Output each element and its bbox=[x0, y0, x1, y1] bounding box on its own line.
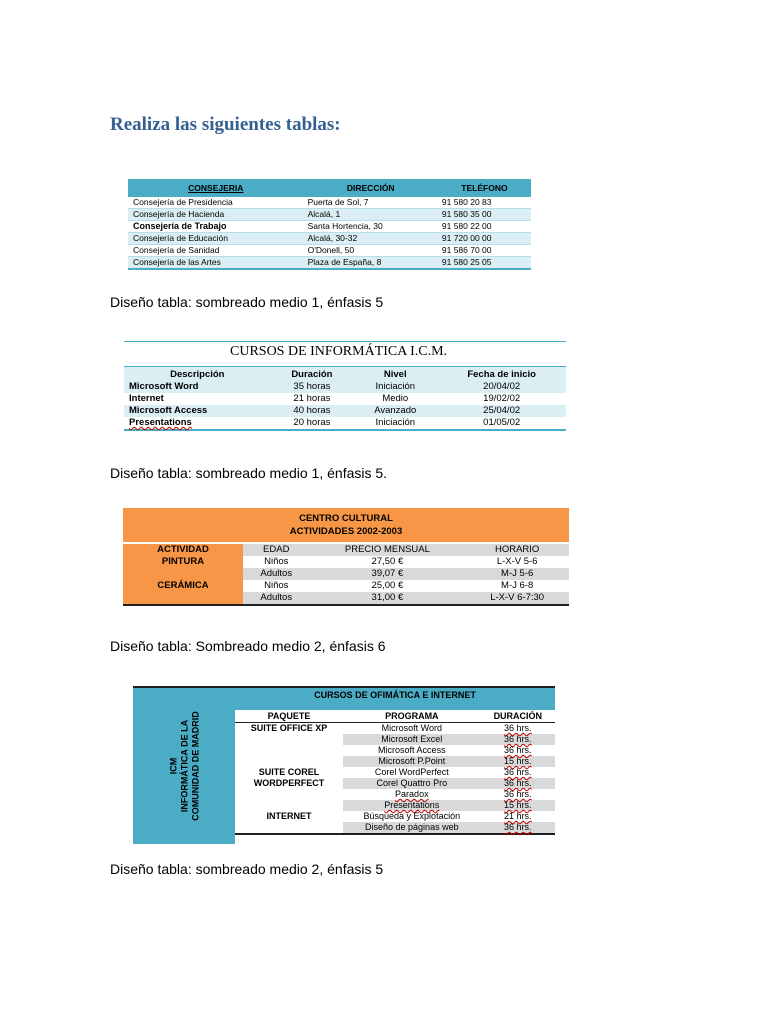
column-header: Descripción bbox=[124, 367, 271, 381]
package-label bbox=[235, 734, 343, 745]
table-cell-text: Paradox bbox=[395, 789, 429, 799]
table-row bbox=[235, 767, 555, 778]
column-header: EDAD bbox=[243, 543, 309, 556]
table-cell: Microsoft Access bbox=[124, 405, 271, 417]
table-cell bbox=[481, 800, 555, 811]
table-cell: 27,50 € bbox=[309, 556, 465, 568]
side-label bbox=[169, 711, 202, 821]
table-row bbox=[124, 405, 566, 417]
table-row bbox=[124, 417, 566, 430]
table-row bbox=[235, 723, 555, 735]
table-row bbox=[235, 811, 555, 822]
table-cell: Niños bbox=[243, 556, 309, 568]
table-row bbox=[128, 209, 531, 221]
table-cell: 35 horas bbox=[271, 381, 354, 393]
table-cell: Adultos bbox=[243, 592, 309, 605]
side-label-panel bbox=[133, 686, 235, 844]
package-label bbox=[235, 822, 343, 834]
column-header: PROGRAMA bbox=[343, 710, 481, 723]
column-header: PRECIO MENSUAL bbox=[309, 543, 465, 556]
duration-text: 36 hrs. bbox=[504, 789, 532, 799]
cursos-grid bbox=[124, 367, 566, 431]
table-cell: 91 580 25 05 bbox=[438, 257, 531, 270]
table-cell: Microsoft Word bbox=[124, 381, 271, 393]
table-row bbox=[123, 556, 569, 568]
table-row bbox=[128, 257, 531, 270]
table-cell: Consejería de Trabajo bbox=[128, 221, 304, 233]
table-cell: Diseño de páginas web bbox=[343, 822, 481, 834]
table-cell bbox=[481, 778, 555, 789]
table-cell: Consejería de Sanidad bbox=[128, 245, 304, 257]
caption-table-2: Diseño tabla: sombreado medio 1, énfasis 5. bbox=[110, 465, 388, 481]
column-header: ACTIVIDAD bbox=[123, 543, 243, 556]
table-cell: Consejería de Presidencia bbox=[128, 197, 304, 209]
table-cell bbox=[343, 800, 481, 811]
table-cell bbox=[481, 745, 555, 756]
ofimatica-grid bbox=[235, 710, 555, 835]
table-cell: 91 580 22 00 bbox=[438, 221, 531, 233]
caption-table-3: Diseño tabla: Sombreado medio 2, énfasis 6 bbox=[110, 638, 386, 654]
package-label bbox=[235, 756, 343, 767]
table-cell: Niños bbox=[243, 580, 309, 592]
table-row bbox=[128, 245, 531, 257]
table-cell bbox=[481, 822, 555, 834]
duration-text: 21 hrs. bbox=[504, 811, 532, 821]
table-title-row bbox=[123, 508, 569, 543]
table-row bbox=[123, 580, 569, 592]
table-row bbox=[235, 778, 555, 789]
table-cell: Consejería de Hacienda bbox=[128, 209, 304, 221]
table-cell: M-J 5-6 bbox=[465, 568, 569, 580]
table-title: CURSOS DE OFIMÁTICA E INTERNET bbox=[235, 686, 555, 710]
table-cell: Plaza de España, 8 bbox=[304, 257, 438, 270]
side-label-line: COMUNIDAD DE MADRID bbox=[190, 711, 201, 821]
duration-text: 36 hrs. bbox=[504, 723, 532, 733]
column-header: HORARIO bbox=[465, 543, 569, 556]
package-label: INTERNET bbox=[266, 811, 312, 821]
table-cell: Alcalá, 1 bbox=[304, 209, 438, 221]
duration-text: 36 hrs. bbox=[504, 822, 532, 832]
table-cell: Avanzado bbox=[353, 405, 437, 417]
column-header: DURACIÓN bbox=[481, 710, 555, 723]
table-row bbox=[235, 789, 555, 800]
table-cell: Alcalá, 30-32 bbox=[304, 233, 438, 245]
table-cell-text: Presentations bbox=[384, 800, 440, 810]
table-cell: L-X-V 5-6 bbox=[465, 556, 569, 568]
table-cell: Adultos bbox=[243, 568, 309, 580]
table-cell: 19/02/02 bbox=[437, 393, 566, 405]
column-header: Fecha de inicio bbox=[437, 367, 566, 381]
table-title-line: ACTIVIDADES 2002-2003 bbox=[289, 526, 403, 537]
table-cell bbox=[481, 756, 555, 767]
activity-label bbox=[123, 568, 243, 580]
table-cell: 25,00 € bbox=[309, 580, 465, 592]
table-header-row bbox=[124, 367, 566, 381]
table-cell bbox=[481, 767, 555, 778]
table-cell: Internet bbox=[124, 393, 271, 405]
table-cell bbox=[481, 723, 555, 735]
column-header: Duración bbox=[271, 367, 354, 381]
table-cell: 91 580 35 00 bbox=[438, 209, 531, 221]
table-row bbox=[235, 822, 555, 834]
column-header: Nivel bbox=[353, 367, 437, 381]
table-header-row bbox=[235, 710, 555, 723]
table-row bbox=[128, 221, 531, 233]
table-row bbox=[124, 381, 566, 393]
cursos-informatica-table bbox=[124, 341, 566, 431]
duration-text: 15 hrs. bbox=[504, 800, 532, 810]
table-cell bbox=[124, 417, 271, 430]
package-label bbox=[235, 800, 343, 811]
table-cell: 91 586 70 00 bbox=[438, 245, 531, 257]
table-cell: M-J 6-8 bbox=[465, 580, 569, 592]
table-title-line: CENTRO CULTURAL bbox=[299, 513, 393, 524]
table-header-row bbox=[128, 179, 531, 197]
table-header-row bbox=[123, 543, 569, 556]
centro-cultural-table bbox=[123, 508, 569, 606]
table-cell-text: Presentations bbox=[129, 417, 192, 428]
table-row bbox=[124, 393, 566, 405]
table-cell: Puerta de Sol, 7 bbox=[304, 197, 438, 209]
package-label bbox=[235, 789, 343, 800]
column-header: CONSEJERIA bbox=[128, 179, 304, 197]
column-header: PAQUETE bbox=[235, 710, 343, 723]
table-cell: L-X-V 6-7:30 bbox=[465, 592, 569, 605]
duration-text: 36 hrs. bbox=[504, 778, 532, 788]
table-cell: Corel Quattro Pro bbox=[343, 778, 481, 789]
table-cell: 01/05/02 bbox=[437, 417, 566, 430]
activity-label bbox=[123, 592, 243, 605]
duration-text: 36 hrs. bbox=[504, 767, 532, 777]
table-cell: 20/04/02 bbox=[437, 381, 566, 393]
duration-text: 36 hrs. bbox=[504, 745, 532, 755]
table-cell: Corel WordPerfect bbox=[374, 767, 449, 777]
package-label: WORDPERFECT bbox=[253, 778, 325, 788]
activity-label: CERÁMICA bbox=[123, 580, 243, 592]
table-row bbox=[128, 197, 531, 209]
table-row bbox=[235, 745, 555, 756]
caption-table-4: Diseño tabla: sombreado medio 2, énfasis 5 bbox=[110, 861, 384, 877]
table-cell bbox=[481, 734, 555, 745]
table-cell: Medio bbox=[353, 393, 437, 405]
table-cell: 25/04/02 bbox=[437, 405, 566, 417]
table-cell: 21 horas bbox=[271, 393, 354, 405]
side-label-line: ICM bbox=[168, 757, 179, 775]
table-cell: Iniciación bbox=[353, 417, 437, 430]
table-cell: Microsoft Access bbox=[378, 745, 446, 755]
table-cell bbox=[481, 789, 555, 800]
duration-text: 36 hrs. bbox=[504, 734, 532, 744]
column-header: TELÉFONO bbox=[438, 179, 531, 197]
table-cell: 20 horas bbox=[271, 417, 354, 430]
table-cell bbox=[481, 811, 555, 822]
table-cell bbox=[343, 789, 481, 800]
table-row bbox=[123, 592, 569, 605]
table-title: CURSOS DE INFORMÁTICA I.C.M. bbox=[124, 341, 566, 367]
side-label-line: INFORMÁTICA DE LA bbox=[179, 719, 190, 813]
table-cell: 31,00 € bbox=[309, 592, 465, 605]
table-cell: Búsqueda y Explotación bbox=[363, 811, 461, 821]
activity-label: PINTURA bbox=[123, 556, 243, 568]
table-cell: Iniciación bbox=[353, 381, 437, 393]
table-row bbox=[235, 800, 555, 811]
table-cell: Consejería de las Artes bbox=[128, 257, 304, 270]
table-cell: 91 720 00 00 bbox=[438, 233, 531, 245]
caption-table-1: Diseño tabla: sombreado medio 1, énfasis 5 bbox=[110, 294, 384, 310]
table-cell: Microsoft P.Point bbox=[343, 756, 481, 767]
table-cell: 40 horas bbox=[271, 405, 354, 417]
table-cell: 91 580 20 83 bbox=[438, 197, 531, 209]
cursos-ofimatica-table bbox=[133, 686, 555, 842]
table-title bbox=[123, 508, 569, 543]
package-label: SUITE COREL bbox=[258, 767, 320, 777]
table-row bbox=[123, 568, 569, 580]
table-cell: Santa Hortencia, 30 bbox=[304, 221, 438, 233]
package-label: SUITE OFFICE XP bbox=[250, 723, 328, 733]
table-cell: Microsoft Word bbox=[381, 723, 442, 733]
page-heading: Realiza las siguientes tablas: bbox=[110, 114, 341, 135]
table-cell: Microsoft Excel bbox=[343, 734, 481, 745]
table-cell: Consejería de Educación bbox=[128, 233, 304, 245]
table-row bbox=[235, 734, 555, 745]
package-label bbox=[235, 745, 343, 756]
table-cell: 39,07 € bbox=[309, 568, 465, 580]
table-row bbox=[235, 756, 555, 767]
consejerias-table bbox=[128, 179, 531, 270]
table-row bbox=[128, 233, 531, 245]
duration-text: 15 hrs. bbox=[504, 756, 532, 766]
column-header: DIRECCIÓN bbox=[304, 179, 438, 197]
table-cell: O'Donell, 50 bbox=[304, 245, 438, 257]
